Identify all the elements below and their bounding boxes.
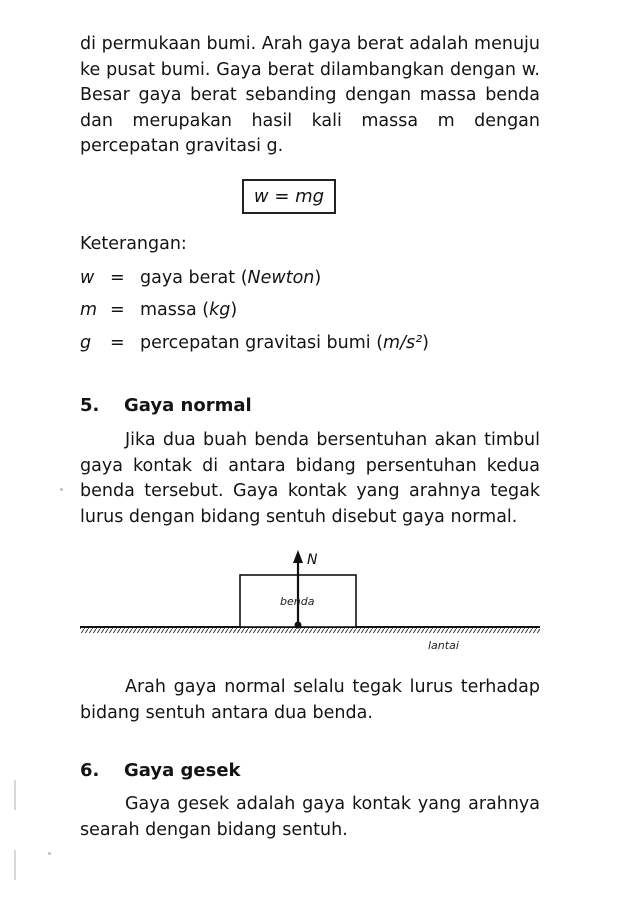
arrow-head [293, 550, 303, 563]
legend-row-w [80, 265, 321, 291]
legend-unit: kg [209, 300, 231, 320]
legend-equals: = [110, 268, 125, 288]
scan-dot [48, 852, 51, 855]
legend-close: ) [422, 333, 429, 353]
legend-row-m [80, 297, 237, 323]
section-5-after: Arah gaya normal selalu tegak lurus terhadap bidang sentuh antara dua benda. [80, 677, 540, 723]
scan-dot [60, 488, 63, 491]
block-label: benda [280, 595, 315, 608]
section-6-heading [80, 760, 241, 781]
legend-desc: gaya berat ( [140, 268, 248, 288]
section-6-number: 6. [80, 760, 100, 781]
section-5-body: Jika dua buah benda bersentuhan akan timbul gaya kontak di antara bidang persentuhan kedua benda tersebut. Gaya kontak yang arahnya tegak lurus dengan bidang sentuh disebut gaya normal. [80, 430, 540, 527]
section-5-number: 5. [80, 395, 100, 416]
legend-desc: percepatan gravitasi bumi ( [140, 333, 384, 353]
legend-unit: Newton [247, 268, 315, 288]
legend-desc: massa ( [140, 300, 210, 320]
section-5-title: Gaya normal [124, 395, 252, 416]
scan-mark [14, 850, 16, 880]
formula-box [242, 179, 336, 214]
legend-symbol: m [80, 300, 98, 320]
legend-close: ) [230, 300, 238, 320]
legend-symbol: w [80, 268, 95, 288]
formula-text: w = mg [253, 186, 325, 207]
legend-close: ) [314, 268, 322, 288]
legend-equals: = [110, 333, 125, 353]
scan-mark [14, 780, 16, 810]
section-5-heading [80, 395, 252, 416]
legend-equals: = [110, 300, 125, 320]
section-6-body: Gaya gesek adalah gaya kontak yang arahnya searah dengan bidang sentuh. [80, 794, 540, 840]
normal-force-diagram [80, 545, 542, 657]
section-6-title: Gaya gesek [124, 760, 241, 781]
legend-row-g [80, 330, 429, 356]
force-label-n: N [307, 552, 318, 568]
intro-paragraph: di permukaan bumi. Arah gaya berat adalah menuju ke pusat bumi. Gaya berat dilambangkan dengan w. Besar gaya berat sebanding dengan massa benda dan merupakan hasil kali massa m dengan percepatan gravitasi g. [80, 34, 540, 156]
keterangan-title: Keterangan: [80, 234, 187, 254]
floor-label: lantai [428, 639, 459, 652]
legend-unit: m/s² [383, 333, 423, 353]
legend-symbol: g [80, 333, 92, 353]
contact-point [295, 622, 302, 629]
